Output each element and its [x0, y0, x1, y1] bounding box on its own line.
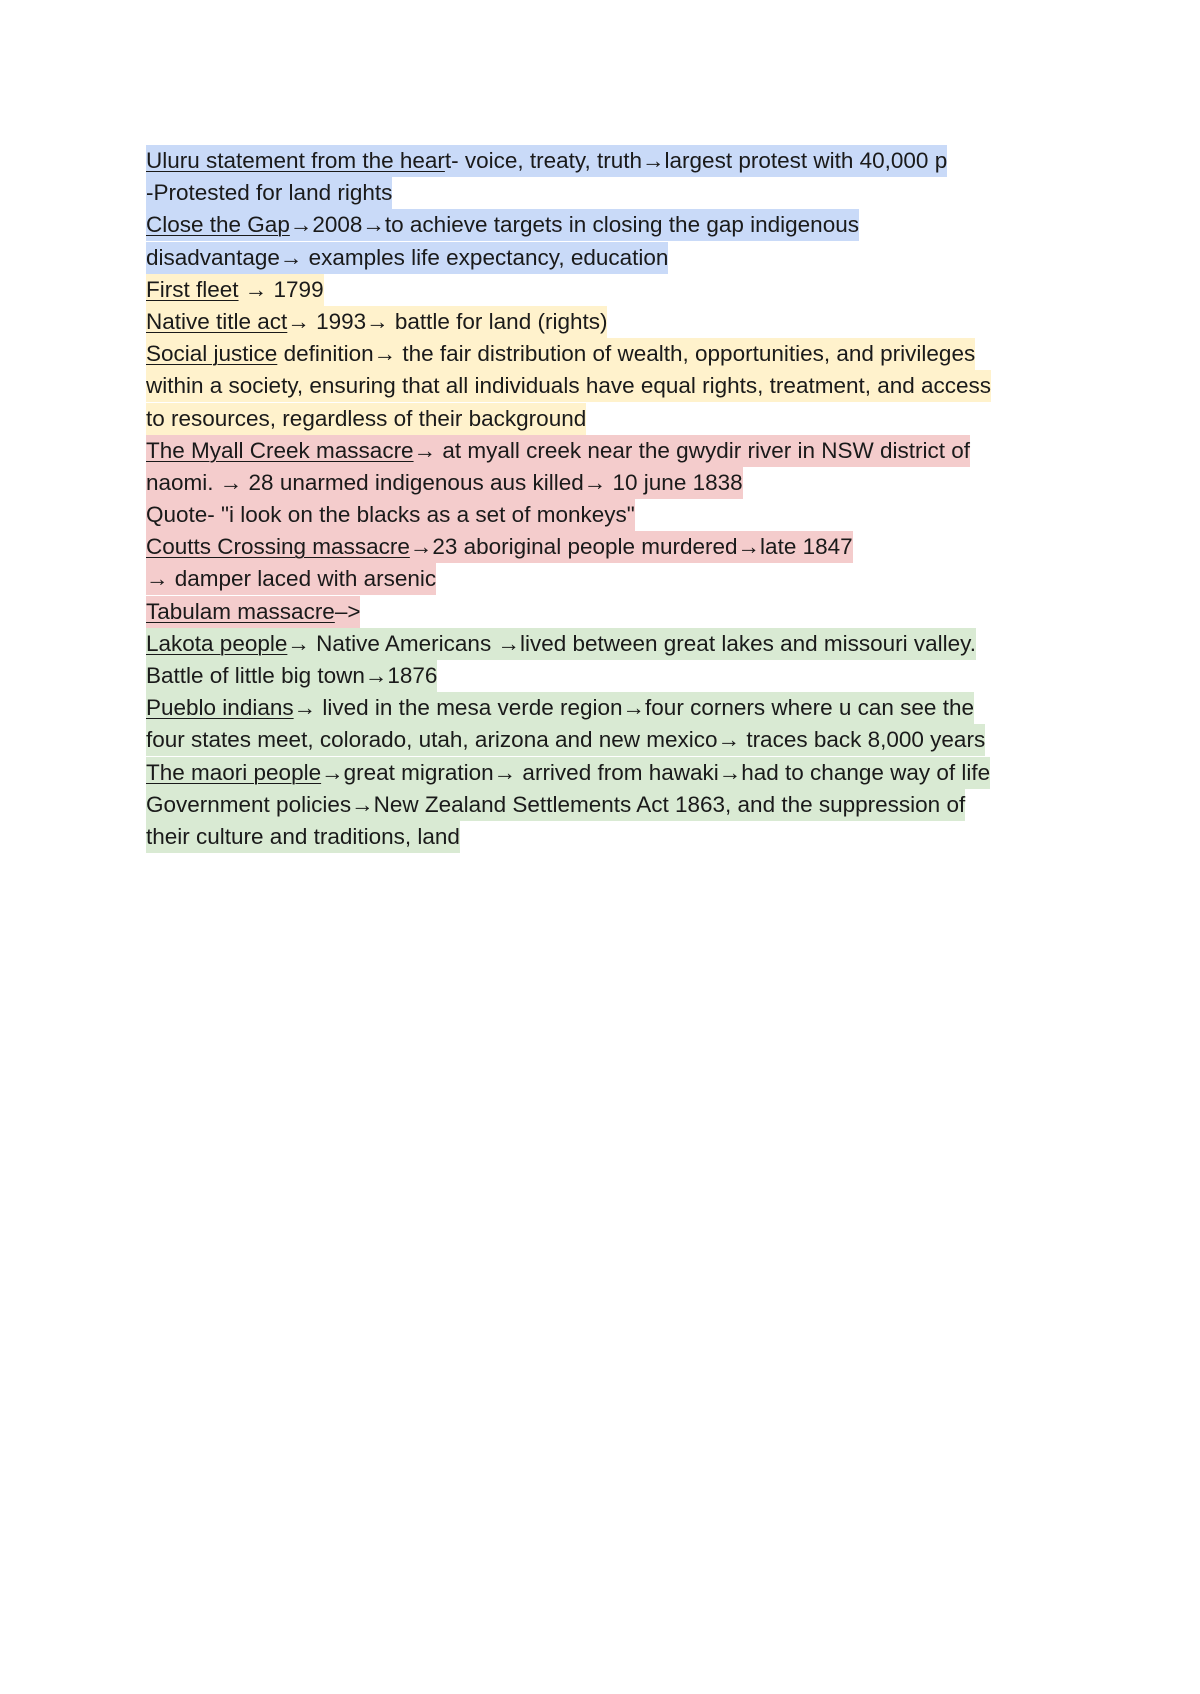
line-text: → at myall creek near the gwydir river in NSW district of [413, 437, 970, 463]
note-line [146, 274, 1076, 306]
highlight-green [146, 821, 460, 853]
note-line [146, 660, 1076, 692]
note-line [146, 209, 1076, 241]
line-text: → 1993→ battle for land (rights) [287, 308, 608, 334]
note-line [146, 821, 1076, 853]
note-line [146, 757, 1076, 789]
highlight-blue [146, 209, 859, 241]
line-text: → damper laced with arsenic [146, 566, 437, 592]
highlight-green [146, 789, 965, 821]
quote-text: Quote- "i look on the blacks as a set of monkeys" [146, 502, 635, 528]
highlight-red [146, 435, 970, 467]
term-uluru-statement: Uluru statement from the hear [146, 148, 445, 173]
line-text: →2008→to achieve targets in closing the gap indigenous [289, 212, 859, 238]
term-close-the-gap: Close the Gap [146, 212, 290, 238]
highlight-blue [146, 177, 392, 209]
highlight-red [146, 563, 436, 595]
highlight-yellow [146, 403, 586, 435]
highlight-yellow [146, 370, 991, 402]
highlight-green [146, 757, 990, 789]
note-line [146, 370, 1076, 402]
line-text: naomi. → 28 unarmed indigenous aus killed→ 10 june 1838 [146, 469, 743, 495]
highlight-red [146, 596, 360, 628]
highlight-yellow [146, 274, 324, 306]
line-text: disadvantage→ examples life expectancy, education [146, 244, 669, 270]
term-pueblo-indians: Pueblo indians [146, 695, 294, 721]
highlight-blue [146, 242, 668, 274]
highlight-yellow [146, 306, 607, 338]
line-text: within a society, ensuring that all individuals have equal rights, treatment, and access [146, 373, 992, 399]
line-text: their culture and traditions, land [146, 823, 460, 849]
term-lakota-people: Lakota people [146, 630, 288, 656]
highlight-yellow [146, 338, 975, 370]
note-line [146, 563, 1076, 595]
line-text: →23 aboriginal people murdered→late 1847 [409, 534, 853, 560]
notes-body [146, 145, 1076, 853]
note-line [146, 435, 1076, 467]
line-text: –> [334, 598, 361, 624]
term-myall-creek-massacre: The Myall Creek massacre [146, 437, 414, 463]
line-text: Government policies→New Zealand Settlements Act 1863, and the suppression of [146, 791, 966, 817]
line-text: to resources, regardless of their background [146, 405, 587, 431]
line-text: → 1799 [238, 276, 324, 302]
note-line [146, 628, 1076, 660]
note-line [146, 242, 1076, 274]
note-line [146, 306, 1076, 338]
term-native-title-act: Native title act [146, 308, 288, 334]
line-text: → Native Americans →lived between great lakes and missouri valley. [287, 630, 977, 656]
term-coutts-crossing-massacre: Coutts Crossing massacre [146, 534, 410, 560]
highlight-red [146, 499, 635, 531]
line-text: → lived in the mesa verde region→four corners where u can see the [293, 695, 974, 721]
highlight-green [146, 660, 437, 692]
note-line [146, 596, 1076, 628]
term-social-justice: Social justice [146, 341, 278, 367]
highlight-green [146, 724, 985, 756]
line-text: -Protested for land rights [146, 180, 393, 206]
note-line [146, 692, 1076, 724]
term-tabulam-massacre: Tabulam massacre [146, 598, 335, 624]
highlight-green [146, 692, 974, 724]
note-line [146, 145, 1076, 177]
note-line [146, 499, 1076, 531]
line-text: definition→ the fair distribution of wealth, opportunities, and privileges [277, 341, 976, 367]
note-line [146, 724, 1076, 756]
line-text: →great migration→ arrived from hawaki→had to change way of life [321, 759, 991, 785]
highlight-green [146, 628, 976, 660]
line-text: t- voice, treaty, truth→largest protest with 40,000 p [444, 148, 948, 173]
line-text: four states meet, colorado, utah, arizona and new mexico→ traces back 8,000 years [146, 727, 986, 753]
highlight-red [146, 531, 853, 563]
highlight-blue [146, 145, 947, 177]
line-text: Battle of little big town→1876 [146, 663, 438, 688]
note-line [146, 789, 1076, 821]
note-line [146, 177, 1076, 209]
note-line [146, 467, 1076, 499]
highlight-red [146, 467, 743, 499]
term-first-fleet: First fleet [146, 276, 239, 302]
note-line [146, 531, 1076, 563]
note-line [146, 338, 1076, 370]
note-line [146, 403, 1076, 435]
term-maori-people: The maori people [146, 759, 322, 785]
